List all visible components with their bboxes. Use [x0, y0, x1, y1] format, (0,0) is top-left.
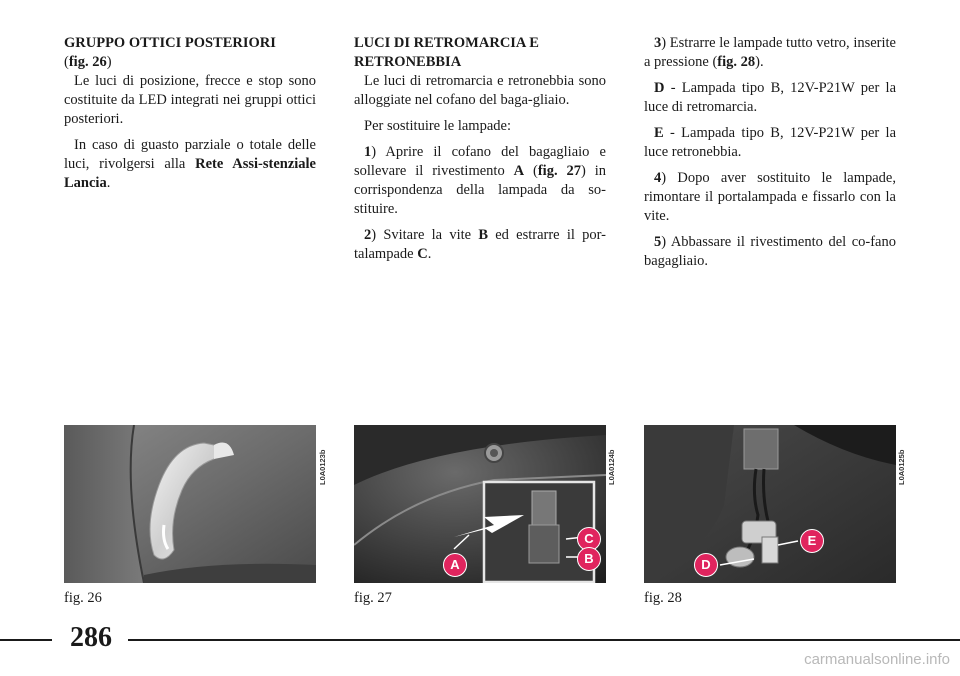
- figure-26-code: L0A0123b: [318, 449, 327, 485]
- figure-26-caption: fig. 26: [64, 590, 102, 606]
- paragraph-alloggiamento: Le luci di retromarcia e retronebbia sono alloggiate nel cofano del baga-gliaio.: [354, 73, 606, 108]
- step-4: 4) Dopo aver sostituito le lampade, rimontare il portalampada e fissarlo con la vite.: [644, 170, 896, 224]
- lamp-e-description: E - Lampada tipo B, 12V-P21W per la luce retronebbia.: [644, 125, 896, 160]
- footer-rule-left: [0, 639, 52, 641]
- figure-27-caption: fig. 27: [354, 590, 392, 606]
- fig-ref-26: fig. 26: [68, 54, 107, 70]
- page-number: 286: [70, 622, 112, 653]
- callout-d: D: [694, 553, 718, 577]
- step-5: 5) Abbassare il rivestimento del co-fano bagagliaio.: [644, 234, 896, 269]
- column-gruppo-ottici: [64, 34, 316, 200]
- footer-rule-right: [128, 639, 960, 641]
- figure-28-photo: [644, 425, 896, 583]
- figure-28-caption: fig. 28: [644, 590, 682, 606]
- callout-b: B: [577, 547, 601, 571]
- section-heading-retromarcia: LUCI DI RETROMARCIA E RETRONEBBIA: [354, 35, 539, 70]
- callout-e: E: [800, 529, 824, 553]
- lamp-d-description: D - Lampada tipo B, 12V-P21W per la luce di retromarcia.: [644, 80, 896, 115]
- fig-ref-27: fig. 27: [537, 163, 581, 179]
- column-luci-retromarcia: [354, 34, 606, 271]
- step-3: 3) Estrarre le lampade tutto vetro, inserite a pressione (fig. 28).: [644, 35, 896, 70]
- column-steps-continued: [644, 34, 896, 278]
- paragraph-led: Le luci di posizione, frecce e stop sono costituite da LED integrati nei gruppi ottici posteriori.: [64, 73, 316, 127]
- fig-ref-28: fig. 28: [717, 54, 756, 70]
- figure-26-photo: [64, 425, 316, 583]
- figure-28-code: L0A0125b: [897, 449, 906, 485]
- step-2: 2) Svitare la vite B ed estrarre il por-talampade C.: [354, 227, 607, 262]
- paragraph-guasto: In caso di guasto parziale o totale delle luci, rivolgersi alla Rete Assi-stenziale Lancia.: [64, 137, 316, 191]
- figure-27-code: L0A0124b: [607, 449, 616, 485]
- section-heading-gruppo-ottici: GRUPPO OTTICI POSTERIORI (fig. 26): [64, 35, 276, 70]
- figure-27-photo: [354, 425, 606, 583]
- callout-a: A: [443, 553, 467, 577]
- step-1: 1) Aprire il cofano del bagagliaio e sollevare il rivestimento A (fig. 27) in corrispondenza della lampada da so-stituire.: [354, 144, 606, 217]
- paragraph-intro-steps: Per sostituire le lampade:: [364, 118, 511, 134]
- watermark: carmanualsonline.info: [804, 651, 950, 668]
- callout-c: C: [577, 527, 601, 551]
